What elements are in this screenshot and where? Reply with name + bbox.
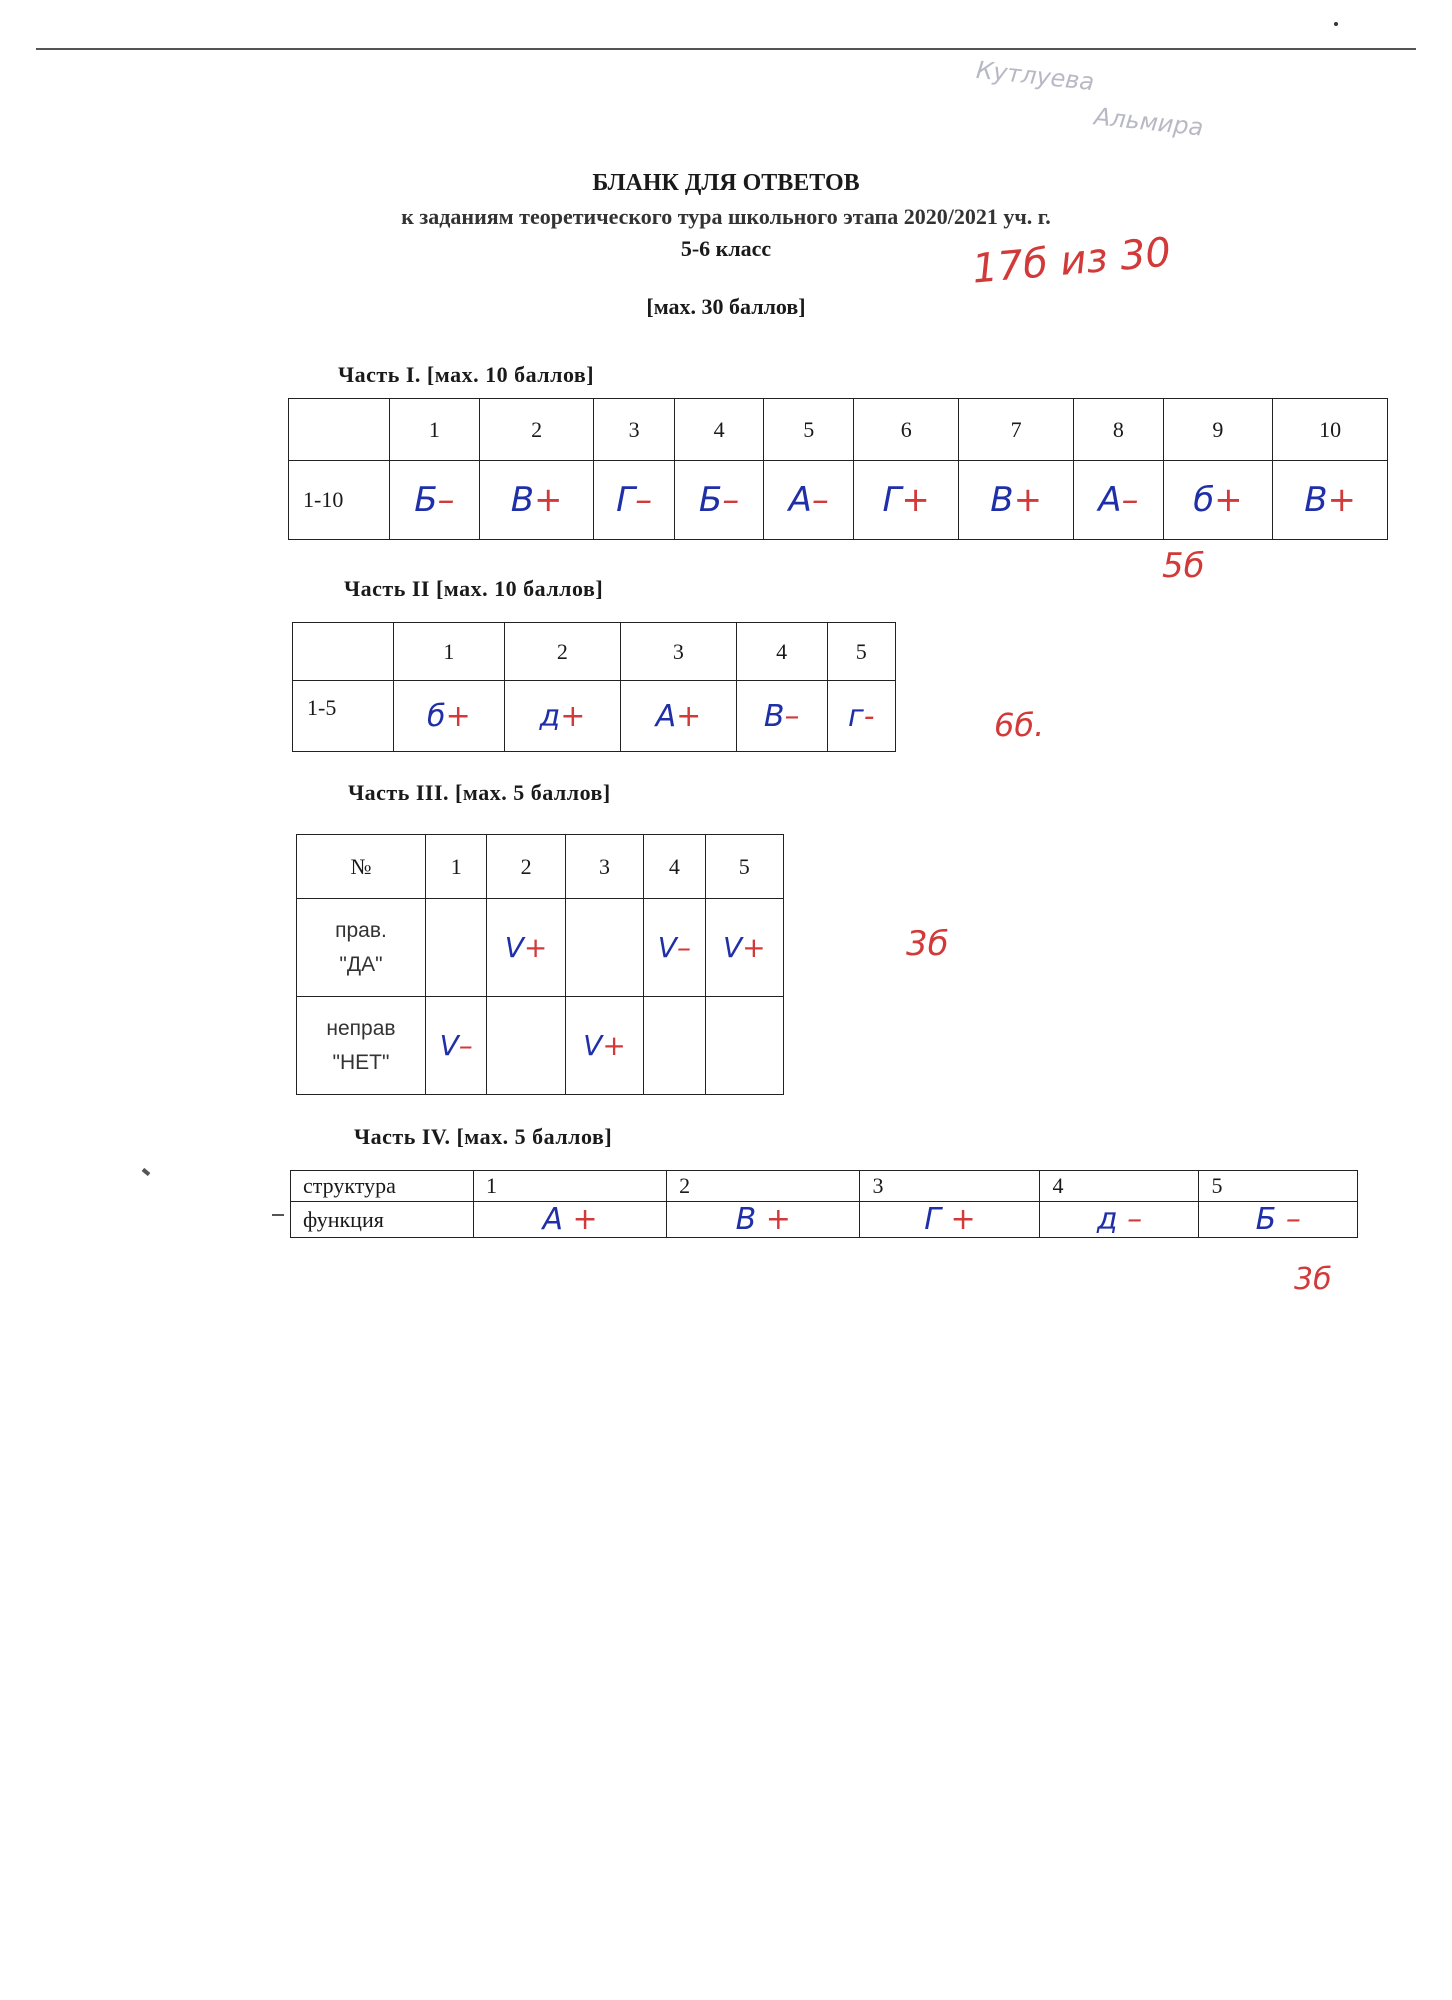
- part3-yes-label-line-1: прав.: [335, 918, 387, 942]
- answer-letter: Б: [1255, 1202, 1277, 1237]
- check-mark: V: [504, 931, 524, 964]
- scan-speck: [272, 1214, 284, 1216]
- part1-answer-1: [390, 461, 480, 540]
- part4-function-label: функция: [291, 1202, 474, 1238]
- part3-no-label-line-2: "НЕТ": [332, 1050, 390, 1074]
- part1-answer-3: [594, 461, 674, 540]
- answer-mark: –: [1285, 1202, 1301, 1237]
- scan-top-line: [36, 48, 1416, 50]
- part4-answer-4: [1040, 1202, 1199, 1238]
- part4-structure-label: структура: [291, 1171, 474, 1202]
- part4-table: [290, 1170, 1358, 1238]
- answer-mark: +: [765, 1202, 791, 1237]
- answer-mark: +: [523, 931, 548, 964]
- part4-function-row: [291, 1202, 1358, 1238]
- answer-mark: +: [676, 698, 702, 734]
- student-name-line-1: Кутлуева: [974, 55, 1096, 97]
- part4-answer-2: [667, 1202, 860, 1238]
- answer-mark: +: [1214, 480, 1243, 520]
- part1-col-6: 6: [854, 399, 959, 461]
- student-name-line-2: Альмира: [1092, 102, 1205, 142]
- answer-letter: б: [427, 698, 446, 734]
- answer-mark: –: [1121, 480, 1139, 520]
- part2-answer-2: [504, 681, 620, 752]
- part4-col-1: 1: [474, 1171, 667, 1202]
- answer-mark: +: [901, 480, 930, 520]
- part1-row-label: 1-10: [289, 461, 390, 540]
- part2-answer-5: [827, 681, 895, 752]
- form-subtitle: к заданиям теоретического тура школьного этапа 2020/2021 уч. г.: [401, 204, 1051, 229]
- part1-answer-row: [289, 461, 1388, 540]
- part1-answer-5: [764, 461, 854, 540]
- part1-answer-9: [1163, 461, 1273, 540]
- part1-col-3: 3: [594, 399, 674, 461]
- answer-letter: А: [655, 698, 677, 734]
- part3-col-4: 4: [644, 835, 705, 899]
- part4-answer-1: [474, 1202, 667, 1238]
- part1-col-1: 1: [390, 399, 480, 461]
- part2-corner-cell: [293, 623, 394, 681]
- answer-letter: д: [1096, 1202, 1118, 1237]
- answer-mark: –: [458, 1029, 473, 1062]
- part1-corner-cell: [289, 399, 390, 461]
- part3-no-row: [297, 997, 784, 1095]
- answer-letter: Г: [924, 1202, 941, 1237]
- part2-heading: Часть II [мах. 10 баллов]: [344, 576, 604, 601]
- answer-mark: –: [1127, 1202, 1143, 1237]
- part3-yes-1: [426, 899, 487, 997]
- part1-col-2: 2: [479, 399, 594, 461]
- part3-col-5: 5: [705, 835, 783, 899]
- part3-col-3: 3: [565, 835, 643, 899]
- answer-letter: В: [990, 480, 1014, 520]
- part3-table: [296, 834, 784, 1095]
- answer-letter: б: [1193, 480, 1215, 520]
- part2-answer-4: [736, 681, 827, 752]
- part3-yes-label: [297, 899, 426, 997]
- part3-no-label-line-1: неправ: [326, 1016, 396, 1040]
- part3-no-4: [644, 997, 705, 1095]
- answer-mark: –: [437, 480, 455, 520]
- check-mark: V: [439, 1029, 459, 1062]
- answer-letter: В: [735, 1202, 757, 1237]
- check-mark: V: [583, 1029, 603, 1062]
- part3-yes-row: [297, 899, 784, 997]
- part4-col-4: 4: [1040, 1171, 1199, 1202]
- part3-col-2: 2: [487, 835, 565, 899]
- part3-col-1: 1: [426, 835, 487, 899]
- part4-answer-3: [860, 1202, 1040, 1238]
- part2-col-1: 1: [394, 623, 505, 681]
- part3-no-1: [426, 997, 487, 1095]
- part1-answer-8: [1074, 461, 1164, 540]
- check-mark: V: [722, 931, 743, 964]
- part3-no-5: [705, 997, 783, 1095]
- part3-no-3: [565, 997, 643, 1095]
- part2-col-2: 2: [504, 623, 620, 681]
- part4-structure-row: [291, 1171, 1358, 1202]
- part3-score: 3б: [906, 924, 949, 964]
- part3-heading: Часть III. [мах. 5 баллов]: [348, 780, 611, 805]
- scan-speck: [142, 1168, 151, 1176]
- form-max-total: [мах. 30 баллов]: [646, 294, 806, 319]
- part1-answer-4: [674, 461, 764, 540]
- answer-mark: –: [722, 480, 740, 520]
- part3-no-2: [487, 997, 565, 1095]
- answer-letter: А: [542, 1202, 563, 1237]
- answer-mark: -: [863, 698, 875, 734]
- part3-yes-2: [487, 899, 565, 997]
- part1-col-10: 10: [1273, 399, 1388, 461]
- part2-answer-row: [293, 681, 896, 752]
- total-score: 17б из 30: [970, 229, 1173, 293]
- answer-letter: Г: [882, 480, 902, 520]
- part1-answer-2: [479, 461, 594, 540]
- part1-heading: Часть I. [мах. 10 баллов]: [338, 362, 595, 387]
- answer-mark: +: [1327, 480, 1357, 520]
- answer-letter: А: [788, 480, 812, 520]
- check-mark: V: [657, 931, 677, 964]
- form-grade: 5-6 класс: [680, 236, 772, 261]
- part4-col-3: 3: [860, 1171, 1040, 1202]
- answer-mark: +: [572, 1202, 598, 1237]
- part1-answer-10: [1273, 461, 1388, 540]
- answer-mark: +: [1013, 480, 1043, 520]
- part1-col-8: 8: [1074, 399, 1164, 461]
- part2-col-3: 3: [621, 623, 737, 681]
- part1-col-4: 4: [674, 399, 764, 461]
- part2-col-5: 5: [827, 623, 895, 681]
- answer-mark: –: [676, 931, 691, 964]
- part2-table: [292, 622, 896, 752]
- part3-header-label: №: [297, 835, 426, 899]
- answer-letter: А: [1098, 480, 1122, 520]
- part4-heading: Часть IV. [мах. 5 баллов]: [354, 1124, 613, 1149]
- part3-no-label: [297, 997, 426, 1095]
- part1-col-7: 7: [959, 399, 1074, 461]
- part2-row-label: 1-5: [293, 681, 394, 752]
- answer-mark: +: [534, 480, 563, 520]
- part2-answer-3: [621, 681, 737, 752]
- answer-letter: В: [1304, 480, 1328, 520]
- answer-letter: Г: [616, 480, 636, 520]
- part3-yes-4: [644, 899, 705, 997]
- part4-col-2: 2: [667, 1171, 860, 1202]
- part2-header-row: [293, 623, 896, 681]
- scan-speck: [1334, 22, 1338, 26]
- part1-col-5: 5: [764, 399, 854, 461]
- part3-yes-label-line-2: "ДА": [339, 952, 383, 976]
- answer-letter: д: [539, 698, 561, 734]
- answer-mark: +: [445, 698, 471, 734]
- answer-letter: В: [763, 698, 785, 734]
- answer-mark: +: [950, 1202, 976, 1237]
- part2-col-4: 4: [736, 623, 827, 681]
- part4-score: 3б: [1294, 1262, 1332, 1297]
- answer-letter: Б: [414, 480, 438, 520]
- answer-letter: Б: [698, 480, 723, 520]
- part2-score: 6б.: [994, 706, 1045, 744]
- answer-mark: –: [635, 480, 653, 520]
- part1-score: 5б: [1162, 546, 1205, 586]
- part1-col-9: 9: [1163, 399, 1273, 461]
- part1-table: [288, 398, 1388, 540]
- part2-answer-1: [394, 681, 505, 752]
- answer-mark: –: [784, 698, 800, 734]
- answer-mark: +: [602, 1029, 626, 1062]
- part3-yes-3: [565, 899, 643, 997]
- answer-mark: +: [560, 698, 586, 734]
- answer-mark: –: [811, 480, 829, 520]
- answer-letter: В: [510, 480, 535, 520]
- part4-answer-5: [1199, 1202, 1358, 1238]
- form-title: БЛАНК ДЛЯ ОТВЕТОВ: [592, 170, 860, 196]
- part1-answer-7: [959, 461, 1074, 540]
- part1-header-row: [289, 399, 1388, 461]
- part3-yes-5: [705, 899, 783, 997]
- part3-header-row: [297, 835, 784, 899]
- part1-answer-6: [854, 461, 959, 540]
- answer-letter: г: [847, 698, 864, 734]
- answer-mark: +: [742, 931, 766, 964]
- part4-col-5: 5: [1199, 1171, 1358, 1202]
